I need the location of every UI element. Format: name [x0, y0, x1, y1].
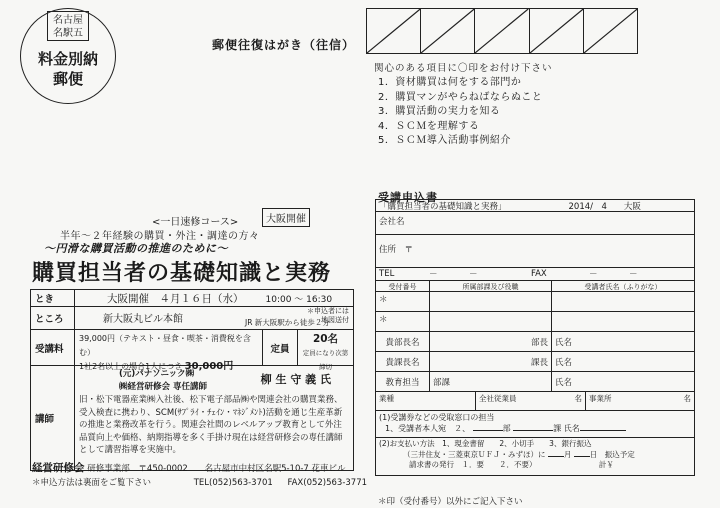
map-note-line: 地図送付 [321, 316, 349, 324]
when-label: とき [31, 290, 75, 306]
receipt-note: ＊印（受付番号）以外にご記入下さい [378, 497, 523, 507]
map-note [307, 307, 349, 325]
course-title: 購買担当者の基礎知識と実務 [32, 260, 332, 286]
instructor-name: 柳 生 守 義 氏 [260, 373, 331, 386]
course-details-table [30, 289, 354, 471]
col-number: 受付番号 [376, 281, 430, 291]
app-course-name: 「購買担当者の基礎知識と実務」 [379, 201, 507, 212]
fee-label: 受講料 [31, 330, 75, 365]
organizer-fax: FAX(052)563-3771 [287, 478, 368, 488]
postage-stamp [20, 8, 116, 104]
code-box[interactable] [530, 9, 584, 53]
payment-bank-line [379, 450, 691, 461]
footer-contact [32, 476, 367, 488]
fee-row [31, 330, 353, 372]
fee-discount: 30,000円 [184, 361, 234, 372]
contact-line [379, 423, 691, 434]
participant-department[interactable] [430, 312, 552, 331]
invoice-option[interactable]: 請求書の発行 １．要 ２．不要） [409, 460, 537, 469]
manager-title: 部長 [430, 332, 552, 351]
fee-line-2-text: 1社2名以上の場合1人につき [79, 362, 183, 371]
company-size-row[interactable] [376, 392, 694, 411]
manager-row[interactable] [376, 332, 694, 352]
section-chief-name: 氏名 [555, 357, 573, 368]
application-title: 受講申込書 [378, 191, 438, 204]
contact-shimei: 氏名 [563, 424, 580, 433]
postal-code-boxes[interactable] [366, 8, 638, 54]
target-audience: 半年～２年経験の購買・外注・調達の方々 [60, 231, 260, 242]
fax-dash: － [629, 270, 638, 280]
instructor-bio: 旧・松下電器産業㈱入社後、松下電子部品㈱や関連会社の購買業務、受入検査に携わり、SCM(ｻﾌﾟﾗｲ・ﾁｪｲﾝ・ﾏﾈｼﾞﾒﾝﾄ)活動を通じ生産革新の推進と業務改革を行う。関連会社間のレベルアップ教育として外注品質向上や価格、納期指導を多く手掛け現在は経営研修会の専任講師として講習指導を実施中。 [79, 395, 343, 455]
capacity-note: 定員になり次第締切 [302, 349, 349, 371]
course-type: <一日速修コース> [152, 217, 239, 228]
post-office-line: 名古屋 [53, 15, 83, 26]
instructor-row [31, 366, 353, 470]
address-row[interactable] [376, 235, 694, 268]
participant-header [376, 281, 694, 292]
topic-item[interactable]: 2．購買マンがやらねばならぬこと [378, 91, 543, 103]
contact-bu: 部 [502, 424, 511, 433]
organizer-tel: TEL(052)563-3701 [193, 478, 273, 488]
payment-total: 計￥ [598, 460, 614, 469]
apply-note: ＊申込方法は裏面をご覧下さい [32, 478, 152, 488]
manager-name: 氏名 [555, 337, 573, 348]
employees-label: 全社従業員 [479, 394, 517, 403]
participant-row[interactable] [376, 312, 694, 332]
tel-label: TEL [379, 269, 395, 279]
instructor-cell [75, 366, 353, 470]
fax-label: FAX [531, 269, 547, 279]
topic-list [378, 76, 542, 149]
receipt-number: ＊ [376, 312, 430, 331]
industry-label: 業種 [376, 392, 476, 410]
contact-ka: 課 [553, 424, 562, 433]
post-office-box [47, 11, 89, 41]
location-tag: 大阪開催 [262, 208, 310, 227]
fee-cell [75, 330, 263, 372]
post-office-line: 名駅五 [53, 28, 83, 39]
section-chief-label: 貴課長名 [376, 352, 430, 371]
when-row [31, 290, 353, 307]
participant-department[interactable] [430, 292, 552, 311]
payment-heading[interactable]: (2)お支払い方法 1、現金書留 2、小切手 3、銀行振込 [379, 439, 592, 448]
where-cell [75, 307, 353, 329]
tel-dash: － [469, 270, 478, 280]
payment-day: 日 振込予定 [589, 449, 635, 459]
postage-line: 料金別納 [37, 50, 98, 68]
map-note-line: ＊申込者には [307, 307, 349, 315]
tel-dash: － [429, 270, 438, 280]
topic-item[interactable]: 3．購買活動の実力を知る [378, 106, 501, 117]
instructor-label: 講師 [31, 366, 75, 470]
participant-name[interactable] [552, 312, 694, 331]
office-label: 事業所 [589, 394, 612, 403]
capacity-label: 定員 [263, 330, 298, 365]
topic-item[interactable]: 4．ＳＣＭを理解する [378, 120, 480, 132]
organizer-dept: 研修事業部 [87, 464, 130, 474]
where-row [31, 307, 353, 330]
fax-dash: － [589, 270, 598, 280]
education-label: 教育担当 [376, 372, 430, 391]
instructor-company: (元)パナソニック㈱ [119, 369, 195, 379]
invoice-line [379, 460, 691, 471]
education-name: 氏名 [555, 377, 573, 388]
address-label: 住所 〒 [379, 245, 414, 255]
education-dept: 部課 [430, 372, 552, 391]
col-department: 所属部課及び役職 [430, 281, 552, 291]
application-form [375, 199, 695, 476]
when-cell [75, 290, 353, 306]
organizer-name: 経営研修会 [32, 462, 85, 474]
section-chief-title: 課長 [430, 352, 552, 371]
postage-text [21, 49, 115, 89]
col-participant-name: 受講者氏名（ふりがな） [584, 283, 662, 291]
contact-heading: (1)受講券などの受取窓口の担当 [379, 413, 495, 422]
office-unit: 名 [683, 394, 691, 403]
employees-unit: 名 [574, 394, 582, 403]
contact-section[interactable] [376, 411, 694, 438]
where-access: JR 新大阪駅から徒歩２分 [245, 318, 330, 327]
capacity-value: 20名 [312, 333, 339, 345]
participant-name[interactable] [552, 292, 694, 311]
when-text: 大阪開催 ４月１６日（水） [107, 292, 244, 305]
instructor-affiliation: ㈱経営研修会 専任講師 [119, 382, 207, 392]
capacity-cell [298, 330, 353, 371]
code-box[interactable] [584, 9, 637, 53]
section-chief-row[interactable] [376, 352, 694, 372]
payment-bank: （三井住友・三菱東京ＵＦＪ・みずほ）に [403, 449, 546, 459]
employees-cell [476, 392, 586, 410]
payment-section[interactable] [376, 438, 694, 475]
organizer-address: 名古屋市中村区名駅5-10-7 花車ビル [204, 464, 346, 474]
payment-month: 月 [563, 449, 572, 459]
app-course-date: 2014/ 4 大阪 [568, 201, 641, 212]
organizer-zip: 〒450-0002 [138, 464, 188, 474]
manager-label: 貴部長名 [376, 332, 430, 351]
postage-line: 郵便 [52, 70, 83, 88]
interest-prompt: 関心のある項目に〇印をお付け下さい [374, 63, 553, 74]
where-text: 新大阪丸ビル本館 [103, 314, 183, 325]
contact-text: 1、受講者本人宛 ２、 [385, 424, 471, 433]
app-course-row [376, 200, 694, 212]
code-box[interactable] [475, 9, 529, 53]
phone-row[interactable] [376, 268, 694, 281]
office-cell [586, 392, 694, 410]
organizer-line [32, 460, 346, 475]
course-tagline: ～円滑な購買活動の推進のために～ [44, 242, 228, 255]
code-box[interactable] [421, 9, 475, 53]
participant-row[interactable] [376, 292, 694, 312]
topic-item[interactable]: 1．資材購買は何をする部門か [378, 77, 522, 88]
fee-line-1: 39,000円（テキスト・昼食・喫茶・消費税を含む） [79, 334, 251, 357]
education-row[interactable] [376, 372, 694, 392]
where-label: ところ [31, 307, 75, 329]
code-box[interactable] [367, 9, 421, 53]
company-row[interactable] [376, 212, 694, 235]
when-time: 10:00 ～ 16:30 [265, 294, 333, 305]
postcard-title: 郵便往復はがき（往信） [212, 38, 356, 52]
topic-item[interactable]: 5．ＳＣＭ導入活動事例紹介 [378, 135, 511, 146]
receipt-number: ＊ [376, 292, 430, 311]
company-label: 会社名 [379, 217, 405, 227]
